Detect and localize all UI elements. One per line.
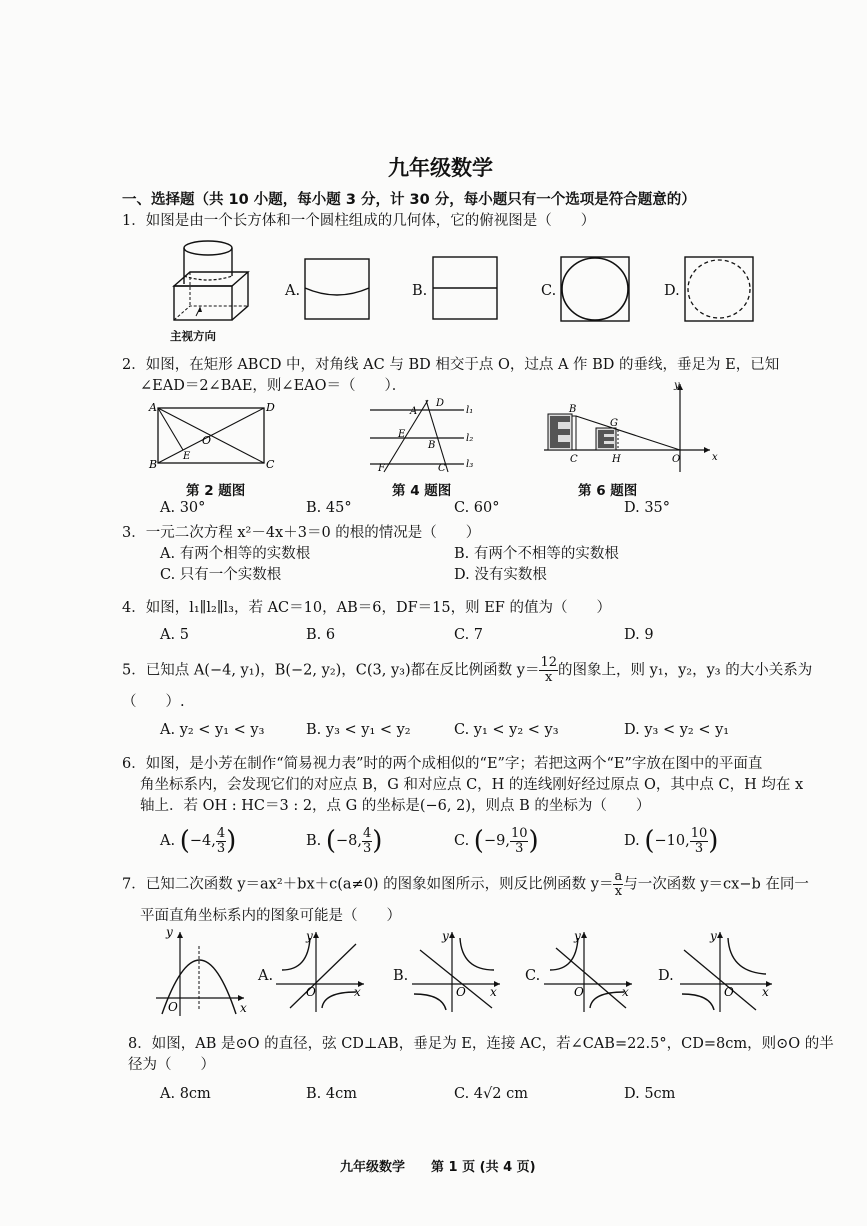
q6-line3: 轴上．若 OH : HC＝3 : 2，点 G 的坐标是(−6, 2)，则点 B 的坐标为（ ）: [140, 798, 651, 814]
section-heading: 一、选择题（共 10 小题，每小题 3 分，计 30 分，每小题只有一个选项是符合题意的）: [122, 192, 696, 208]
q5-text-part2: 的图象上，则 y₁，y₂，y₃ 的大小关系为: [558, 662, 813, 679]
svg-text:C: C: [570, 454, 578, 465]
svg-text:D: D: [436, 398, 445, 409]
q4-option-b[interactable]: B. 6: [306, 627, 336, 643]
svg-text:x: x: [712, 452, 718, 463]
q5-fraction: [539, 656, 558, 685]
q1-option-b-figure[interactable]: [432, 256, 500, 322]
q6-option-d[interactable]: D. (−10, $\frac{10}{3}$ ): [624, 825, 719, 856]
q1-option-d-label[interactable]: D.: [664, 283, 680, 299]
q7-option-c-graph[interactable]: [540, 928, 636, 1014]
svg-text:B: B: [569, 404, 577, 415]
q7-frac-num: a: [614, 869, 623, 884]
svg-text:A: A: [410, 406, 418, 417]
q8-option-d[interactable]: D. 5cm: [624, 1086, 676, 1102]
svg-text:O: O: [574, 985, 584, 999]
svg-text:G: G: [610, 418, 618, 429]
svg-text:E: E: [398, 429, 406, 440]
q4-option-a[interactable]: A. 5: [160, 627, 189, 643]
q2-option-a[interactable]: A. 30°: [160, 500, 206, 516]
q7-frac-den: x: [614, 884, 623, 899]
q6-option-a-label: A.: [160, 833, 176, 849]
q6-option-c-num: 10: [510, 825, 528, 841]
q6-e-chart-figure: [540, 380, 718, 476]
svg-text:y: y: [166, 926, 173, 939]
svg-text:C: C: [266, 458, 275, 471]
q8-option-b[interactable]: B. 4cm: [306, 1086, 357, 1102]
q7-fraction: [613, 870, 623, 899]
svg-text:O: O: [202, 434, 212, 447]
q8-option-c[interactable]: C. 4√2 cm: [454, 1086, 528, 1102]
q4-option-c[interactable]: C. 7: [454, 627, 484, 643]
svg-text:O: O: [672, 454, 681, 465]
page-footer: 九年级数学 第 1 页 (共 4 页): [340, 1160, 536, 1175]
q1-option-a-figure[interactable]: [304, 258, 372, 322]
svg-text:y: y: [710, 929, 717, 943]
q6-option-a-num: 4: [216, 825, 226, 841]
q1-option-b-label[interactable]: B.: [412, 283, 428, 299]
q6-option-d-x: −10,: [654, 833, 690, 849]
q2-option-d[interactable]: D. 35°: [624, 500, 671, 516]
svg-text:x: x: [354, 985, 361, 999]
q3-option-a[interactable]: A. 有两个相等的实数根: [160, 546, 311, 562]
svg-text:B: B: [149, 458, 158, 471]
svg-text:y: y: [574, 929, 581, 943]
q5-line2: （ ）.: [122, 694, 185, 710]
q1-option-a-label[interactable]: A.: [285, 283, 301, 299]
q4-option-d[interactable]: D. 9: [624, 627, 654, 643]
svg-text:A: A: [149, 401, 157, 414]
svg-text:y: y: [674, 380, 680, 391]
svg-text:x: x: [622, 985, 629, 999]
q1-option-d-figure[interactable]: [684, 256, 756, 324]
q7-option-a-label[interactable]: A.: [258, 968, 274, 984]
q4-parallel-lines-figure: [360, 396, 480, 476]
svg-text:y: y: [306, 929, 313, 943]
q6-option-c[interactable]: C. (−9, $\frac{10}{3}$ ): [454, 825, 539, 856]
q7-option-a-graph[interactable]: [272, 928, 368, 1014]
q1-solid-figure: [160, 236, 260, 328]
svg-text:B: B: [428, 440, 436, 451]
svg-text:D: D: [266, 401, 275, 414]
svg-text:l₂: l₂: [466, 433, 474, 444]
q1-front-view-label: 主视方向: [170, 329, 216, 343]
q2-line1: 2．如图，在矩形 ABCD 中，对角线 AC 与 BD 相交于点 O，过点 A 作 BD 的垂线，垂足为 E，已知: [122, 357, 780, 373]
q5-line1: [122, 656, 812, 685]
q4-text: 4．如图，l₁∥l₂∥l₃，若 AC＝10，AB＝6，DF＝15，则 EF 的值为（ ）: [122, 600, 611, 616]
svg-text:y: y: [442, 929, 449, 943]
q7-option-b-label[interactable]: B.: [393, 968, 409, 984]
q7-option-b-graph[interactable]: [408, 928, 504, 1014]
q7-text-part1: 7．已知二次函数 y＝ax²＋bx＋c(a≠0) 的图象如图所示，则反比例函数 y＝: [122, 876, 614, 893]
q2-caption: 第 2 题图: [186, 483, 246, 499]
q6-caption: 第 6 题图: [578, 483, 638, 499]
q5-frac-den: x: [545, 670, 553, 685]
svg-text:C: C: [438, 463, 446, 474]
q1-option-c-label[interactable]: C.: [541, 283, 557, 299]
page-title: 九年级数学: [388, 156, 493, 180]
q6-option-b[interactable]: B. (−8, $\frac{4}{3}$ ): [306, 825, 383, 856]
svg-text:O: O: [724, 985, 734, 999]
svg-text:x: x: [240, 1001, 247, 1015]
q6-option-c-x: −9,: [483, 833, 510, 849]
q6-option-c-label: C.: [454, 833, 470, 849]
q6-option-a-den: 3: [216, 840, 226, 856]
q7-parabola-figure: [150, 926, 250, 1018]
q5-option-c[interactable]: C. y₁ < y₂ < y₃: [454, 722, 559, 738]
q7-option-c-label[interactable]: C.: [525, 968, 541, 984]
q7-option-d-graph[interactable]: [676, 928, 776, 1014]
svg-text:F: F: [378, 463, 385, 474]
q6-option-b-x: −8,: [336, 833, 363, 849]
q2-line2: ∠EAD＝2∠BAE，则∠EAO＝（ ）．: [140, 378, 407, 394]
q3-option-d[interactable]: D. 没有实数根: [454, 567, 547, 583]
svg-text:l₁: l₁: [466, 405, 474, 416]
q3-option-c[interactable]: C. 只有一个实数根: [160, 567, 282, 583]
q6-option-d-label: D.: [624, 833, 640, 849]
q6-option-a-x: −4,: [189, 833, 216, 849]
q1-text: 1．如图是由一个长方体和一个圆柱组成的几何体，它的俯视图是（ ）: [122, 213, 596, 229]
q6-option-c-den: 3: [515, 840, 524, 856]
svg-text:O: O: [306, 985, 316, 999]
q6-line1: 6．如图，是小芳在制作“简易视力表”时的两个成相似的“E”字；若把这两个“E”字放在图中的平面直: [122, 756, 763, 772]
q3-text: 3．一元二次方程 x²－4x＋3＝0 的根的情况是（ ）: [122, 525, 481, 541]
q4-caption: 第 4 题图: [392, 483, 452, 499]
q3-option-b[interactable]: B. 有两个不相等的实数根: [454, 546, 619, 562]
q7-option-d-label[interactable]: D.: [658, 968, 674, 984]
svg-text:E: E: [183, 451, 191, 462]
q6-line2: 角坐标系内，会发现它们的对应点 B，G 和对应点 C，H 的连线刚好经过原点 O，其中点 C，H 均在 x: [140, 777, 804, 793]
q2-option-c[interactable]: C. 60°: [454, 500, 500, 516]
q8-option-a[interactable]: A. 8cm: [160, 1086, 211, 1102]
q7-line1: [122, 870, 809, 899]
q2-option-b[interactable]: B. 45°: [306, 500, 352, 516]
svg-text:l₃: l₃: [466, 459, 474, 470]
q8-line2: 径为（ ）: [128, 1057, 215, 1073]
q7-text-part2: 与一次函数 y＝cx−b 在同一: [623, 876, 809, 893]
q6-option-b-label: B.: [306, 833, 322, 849]
svg-text:x: x: [762, 985, 769, 999]
q6-option-d-den: 3: [694, 840, 704, 856]
svg-text:H: H: [612, 454, 621, 465]
q6-option-b-den: 3: [363, 840, 372, 856]
svg-text:O: O: [456, 985, 466, 999]
q5-option-d[interactable]: D. y₃ < y₂ < y₁: [624, 722, 730, 738]
q7-line2: 平面直角坐标系内的图象可能是（ ）: [140, 908, 401, 924]
svg-text:x: x: [490, 985, 497, 999]
q8-line1: 8．如图，AB 是⊙O 的直径，弦 CD⊥AB，垂足为 E，连接 AC，若∠CAB=22.5°，CD=8cm，则⊙O 的半: [128, 1036, 834, 1052]
q5-option-b[interactable]: B. y₃ < y₁ < y₂: [306, 722, 411, 738]
q6-option-b-num: 4: [363, 825, 372, 841]
q5-frac-num: 12: [540, 655, 557, 670]
q5-option-a[interactable]: A. y₂ < y₁ < y₃: [160, 722, 265, 738]
q6-option-a[interactable]: A. (−4, $\frac{4}{3}$ ): [160, 825, 237, 856]
svg-text:O: O: [168, 1000, 178, 1014]
q1-option-c-figure[interactable]: [560, 256, 632, 324]
q6-option-d-num: 10: [690, 825, 708, 841]
q5-text-part1: 5．已知点 A(−4, y₁)，B(−2, y₂)，C(3, y₃)都在反比例函数 y＝: [122, 662, 540, 679]
q2-rectangle-figure: [146, 398, 276, 474]
